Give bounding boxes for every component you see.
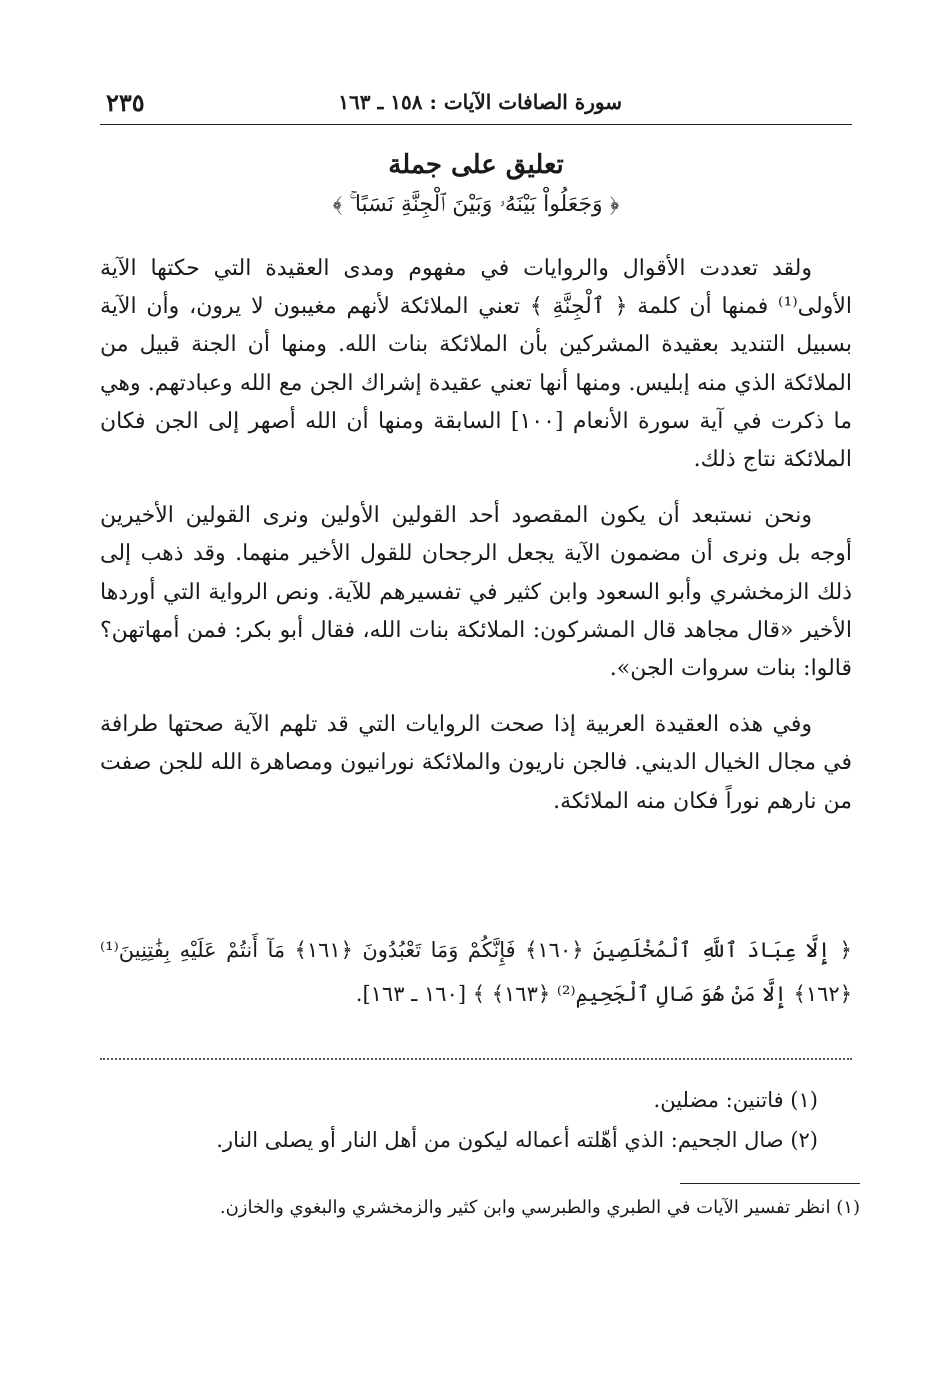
paragraph: ولقد تعددت الأقوال والروايات في مفهوم ومدى العقيدة التي حكتها الآية الأولى⁽¹⁾ فمنها أن كلمة ﴿ ٱلْجِنَّةِ ﴾ تعني الملائكة لأنهم مغيبون لا يرون، وأن الآية بسبيل التنديد بعقيدة المشركين بأن الملائكة بنات الله. ومنها أن الجنة قبيل من الملائكة الذي منه إبليس. ومنها أنها تعني عقيدة إشراك الجن مع الله وعبادتهم. وهي ما ذكرت في آية سورة الأنعام [١٠٠] السابقة ومنها أن الله أصهر إلى الجن فكان الملائكة نتاج ذلك. [100, 256, 853, 473]
quran-verses [100, 928, 852, 1016]
section-title: تعليق على جملة [388, 150, 564, 180]
footnote-item: (١) انظر تفسير الآيات في الطبري والطبرسي وابن كثير والزمخشري والبغوي والخازن. [219, 1197, 860, 1218]
paragraph: وفي هذه العقيدة العربية إذا صحت الروايات التي قد تلهم الآية صحتها طرافة في مجال الخيال الديني. فالجن ناريون والملائكة نورانيون ومصاهرة الله للجن صفت من نارهم نوراً فكان منه الملائكة. [100, 712, 852, 814]
glossary-item: (١) فاتنين: مضلين. [653, 1088, 818, 1112]
glossary [100, 1080, 818, 1160]
footnote-divider [680, 1183, 860, 1184]
running-head: سورة الصافات الآيات : ١٥٨ ـ ١٦٣ [338, 90, 622, 114]
dotted-divider [100, 1058, 852, 1060]
header-divider [100, 124, 852, 125]
verses-text: ﴿ إِلَّا عِبَادَ ٱللَّهِ ٱلْمُخْلَصِينَ ﴿١٦٠﴾ فَإِنَّكُمْ وَمَا تَعْبُدُونَ ﴿١٦١﴾ مَآ أَنتُمْ عَلَيْهِ بِفَٰتِنِينَ⁽¹⁾ ﴿١٦٢﴾ إِلَّا مَنْ هُوَ صَالِ ٱلْجَحِيمِ⁽²⁾ ﴿١٦٣﴾ ﴾ [١٦٠ ـ ١٦٣]. [100, 938, 852, 1006]
body-text [100, 250, 852, 821]
footnotes [100, 1194, 860, 1222]
page-number: ٢٣٥ [106, 88, 145, 117]
section-title-verse: ﴿ وَجَعَلُواْ بَيْنَهُۥ وَبَيْنَ ٱلْجِنَّةِ نَسَبًا ۚ ﴾ [332, 192, 620, 217]
glossary-item: (٢) صال الجحيم: الذي أهّلته أعماله ليكون من أهل النار أو يصلى النار. [216, 1128, 818, 1152]
page-header [100, 88, 852, 124]
paragraph: ونحن نستبعد أن يكون المقصود أحد القولين الأولين ونرى القولين الأخيرين أوجه بل ونرى أن مضمون الآية يجعل الرجحان للقول الأخير منهما. وقد ذهب إلى ذلك الزمخشري وأبو السعود وابن كثير في تفسيرهم للآية. ونص الرواية التي أوردها الأخير «قال مجاهد قال المشركون: الملائكة بنات الله، فقال أبو بكر: فمن أمهاتهن؟ قالوا: بنات سروات الجن». [100, 503, 852, 682]
